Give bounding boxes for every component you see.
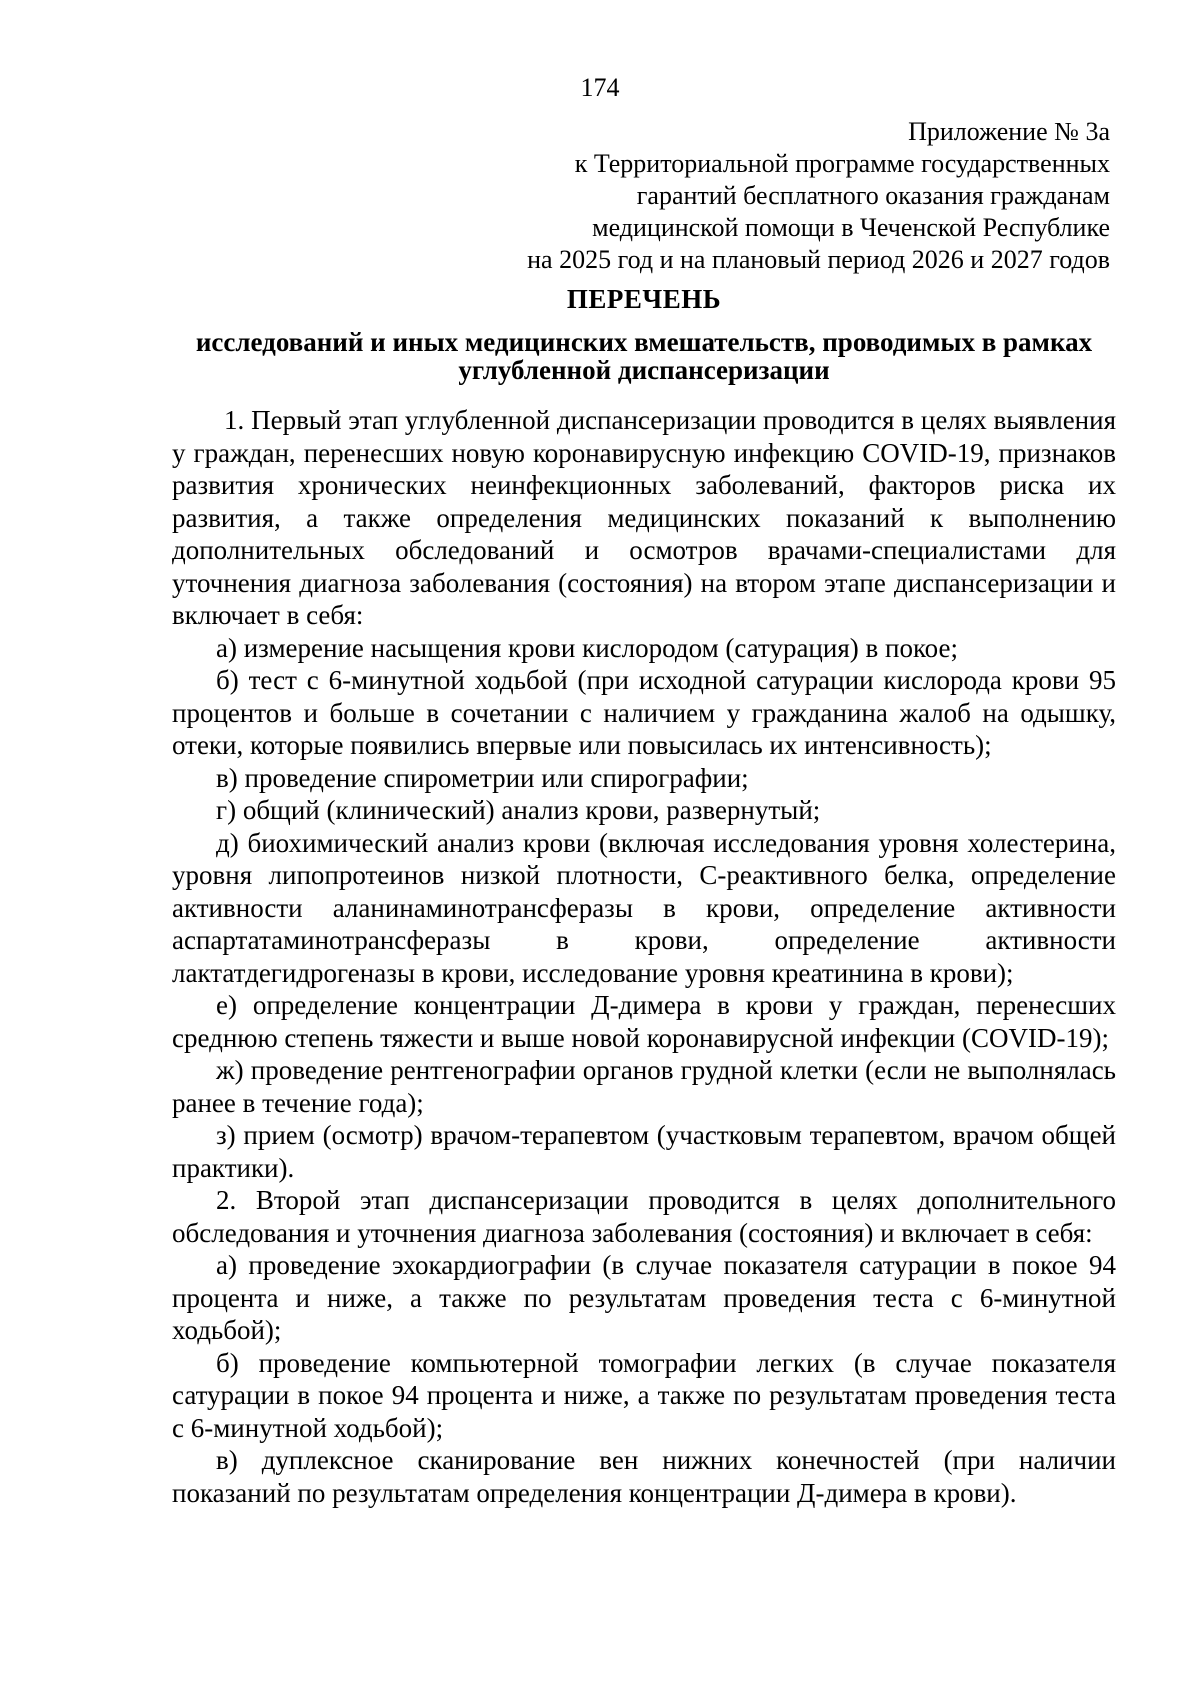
paragraph-item-d: д) биохимический анализ крови (включая исследования уровня холестерина, уровня липопротеинов низкой плотности, С-реактивного белка, определение активности аланинаминотрансферазы в крови, определение активности аспартатаминотрансферазы в крови, определение активности лактатдегидрогеназы в крови, исследование уровня креатинина в крови); [172, 827, 1116, 988]
paragraph-item-v: в) проведение спирометрии или спирографии; [216, 762, 749, 793]
appendix-line: гарантий бесплатного оказания гражданам [636, 181, 1110, 210]
appendix-line: на 2025 год и на плановый период 2026 и 2027 годов [527, 245, 1110, 274]
heading-title: ПЕРЕЧЕНЬ [566, 284, 722, 314]
appendix-block [410, 116, 1110, 276]
heading-subtitle: исследований и иных медицинских вмешательств, проводимых в рамках углубленной диспансеризации [195, 327, 1093, 385]
paragraph-item-g: г) общий (клинический) анализ крови, развернутый; [216, 795, 821, 825]
paragraph-item-zh: ж) проведение рентгенографии органов грудной клетки (если не выполнялась ранее в течение года); [172, 1055, 1116, 1118]
paragraph-item-e: е) определение концентрации Д-димера в крови у граждан, перенесших среднюю степень тяжести и выше новой коронавирусной инфекции (COVID-19); [172, 990, 1116, 1053]
appendix-line: к Территориальной программе государственных [574, 149, 1110, 178]
paragraph-stage-2-intro: 2. Второй этап диспансеризации проводится в целях дополнительного обследования и уточнения диагноза заболевания (состояния) и включает в себя: [172, 1185, 1116, 1248]
paragraph-item-b: б) тест с 6-минутной ходьбой (при исходной сатурации кислорода крови 95 процентов и больше в сочетании с наличием у гражданина жалоб на одышку, отеки, которые появились впервые или повысилась их интенсивность); [172, 665, 1116, 760]
paragraph-stage-2-item-v: в) дуплексное сканирование вен нижних конечностей (при наличии показаний по результатам определения концентрации Д-димера в крови). [172, 1445, 1116, 1508]
paragraph-stage-2-item-b: б) проведение компьютерной томографии легких (в случае показателя сатурации в покое 94 процента и ниже, а также по результатам проведения теста с 6-минутной ходьбой); [172, 1347, 1116, 1443]
document-body [172, 404, 1116, 1509]
appendix-line: Приложение № 3а [908, 117, 1110, 146]
document-heading [172, 282, 1116, 384]
paragraph-item-z: з) прием (осмотр) врачом-терапевтом (участковым терапевтом, врачом общей практики). [172, 1120, 1116, 1183]
paragraph-item-a: а) измерение насыщения крови кислородом (сатурация) в покое; [216, 632, 958, 663]
appendix-line: медицинской помощи в Чеченской Республике [592, 213, 1110, 242]
paragraph-stage-2-item-a: а) проведение эхокардиографии (в случае показателя сатурации в покое 94 процента и ниже, а также по результатам проведения теста с 6-минутной ходьбой); [172, 1250, 1116, 1345]
paragraph-stage-1-intro: 1. Первый этап углубленной диспансеризации проводится в целях выявления у граждан, перенесших новую коронавирусную инфекцию COVID-19, признаков развития хронических неинфекционных заболеваний, факторов риска их развития, а также определения медицинских показаний к выполнению дополнительных обследований и осмотров врачами-специалистами для уточнения диагноза заболевания (состояния) на втором этапе диспансеризации и включает в себя: [172, 405, 1116, 630]
page-number: 174 [580, 73, 620, 102]
